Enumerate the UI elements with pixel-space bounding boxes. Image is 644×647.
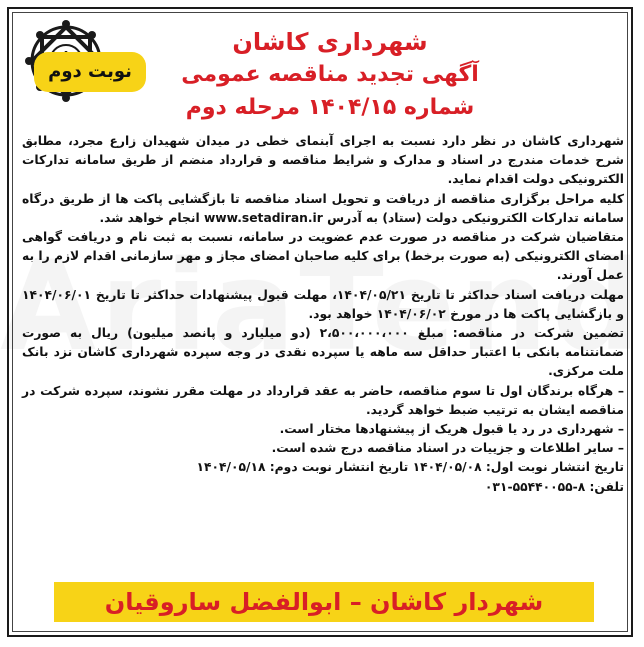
paragraph-registration: متقاضیان شرکت در مناقصه در صورت عدم عضویت در سامانه، نسبت به ثبت نام و دریافت گواهی امضای الکترونیکی (به صورت برخط) برای کلیه صاحبان امضای مجاز و مهر سازمانی اقدام لازم را به عمل آورند.: [22, 230, 624, 283]
paragraph-procedure: کلیه مراحل برگزاری مناقصه از دریافت و تحویل اسناد مناقصه تا بازگشایی پاکت ها از طریق درگاه سامانه تدارکات الکترونیکی دولت (ستاد) به آدرس www.setadiran.ir انجام خواهد شد.: [22, 191, 624, 225]
notice-subtitle: آگهی تجدید مناقصه عمومی: [181, 62, 479, 87]
paragraph-intro: شهرداری کاشان در نظر دارد نسبت به اجرای آبنمای خطی در میدان شهیدان زارع مجرد، مطابق شرح خدمات مندرج در اسناد و مدارک و شرایط مناقصه و قرارداد منضم از طریق سامانه تدارکات الکترونیکی دولت اقدام نماید.: [22, 134, 624, 187]
mayor-signature-banner: شهردار کاشان – ابوالفضل ساروقیان: [54, 582, 594, 622]
paragraph-phone: تلفن: ۸-۵۵۴۴۰۰۵۵-۰۳۱: [484, 479, 624, 494]
page-title: شهرداری کاشان: [232, 28, 428, 56]
paragraph-publish-dates: تاریخ انتشار نوبت اول: ۱۴۰۴/۰۵/۰۸ تاریخ انتشار نوبت دوم: ۱۴۰۴/۰۵/۱۸: [196, 460, 624, 475]
paragraph-discretion: – شهرداری در رد یا قبول هریک از پیشنهادها مختار است.: [279, 422, 624, 437]
paragraph-details: – سایر اطلاعات و جزییات در اسناد مناقصه درج شده است.: [271, 441, 624, 456]
paragraph-guarantee: تضمین شرکت در مناقصه: مبلغ ۲،۵۰۰،۰۰۰،۰۰۰ (دو میلیارد و پانصد میلیون) ریال به صورت ضمانتنامه بانکی با اعتبار حداقل سه ماهه یا سپرده نقدی در وجه سپرده شهرداری کاشان نزد بانک ملت مرکزی.: [22, 326, 624, 379]
round-badge: نوبت دوم: [34, 52, 146, 92]
paragraph-deadlines: مهلت دریافت اسناد حداکثر تا تاریخ ۱۴۰۴/۰۵/۲۱، مهلت قبول پیشنهادات حداکثر تا تاریخ ۱۴۰۴/۰۶/۰۱ و بازگشایی پاکت ها در مورخ ۱۴۰۴/۰۶/۰۲ خواهد بود.: [22, 287, 624, 321]
notice-number: شماره ۱۴۰۴/۱۵ مرحله دوم: [185, 95, 475, 120]
notice-body: [22, 132, 624, 497]
paragraph-winners: – هرگاه برندگان اول تا سوم مناقصه، حاضر به عقد قرارداد در مهلت مقرر نشوند، سپرده شرکت در مناقصه ایشان به ترتیب ضبط خواهد گردید.: [22, 383, 624, 417]
